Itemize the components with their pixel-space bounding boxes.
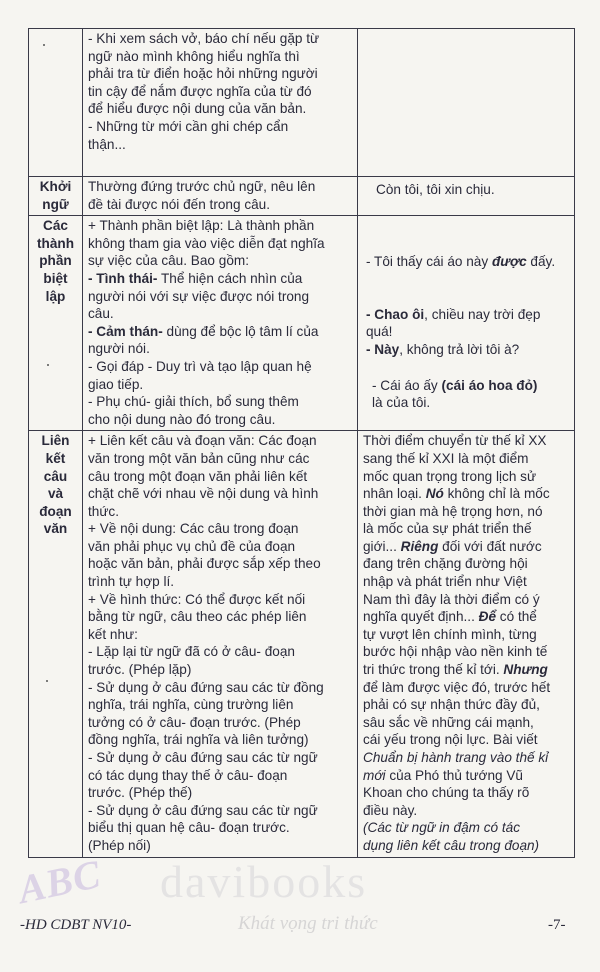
example-line: Khoan cho chúng ta thấy rõ [363,785,530,801]
example-cell [358,216,575,431]
example-line: là của tôi. [372,395,431,411]
content-line: - Phụ chú- giải thích, bổ sung thêm [88,394,299,410]
term-line: biệt [43,270,68,286]
grammar-table [28,28,575,858]
content-cell [83,216,358,431]
cam-than-label: - Cảm thán- [88,323,163,339]
example-line [366,377,569,395]
term-line: và [47,486,64,502]
content-line: câu. [88,306,114,322]
footer-book-code: -HD CDBT NV10- [20,917,132,933]
content-line: + Về hình thức: Có thể được kết nối [88,591,306,607]
content-line: cho nội dung nào đó trong câu. [88,411,276,427]
example-line: tự vượt lên chính mình, từng [363,626,537,642]
example-text: , không trả lời tôi à? [399,341,520,357]
example-keyword: (cái áo hoa đỏ) [441,377,538,393]
term-line: đoạn [39,503,72,519]
content-line: sự việc của câu. Bao gồm: [88,253,249,269]
content-line: tưởng có ở câu- đoạn trước. (Phép [88,714,301,730]
example-line [366,253,569,271]
example-text: nghĩa quyết định... [363,609,479,625]
example-cell [358,431,575,857]
content-cell [83,177,358,216]
abc-watermark: ABC [14,850,105,913]
example-text: - Cái áo ấy [372,377,442,393]
content-line [88,323,352,341]
example-line: sang thế kỉ XXI là một điểm [363,450,529,466]
term-line: lập [45,288,66,304]
content-line: đồng nghĩa, trái nghĩa và liên tưởng) [88,732,309,748]
example-line: là mốc của sự phát triển thế [363,521,532,537]
example-text: giới... [363,538,401,554]
example-line: mốc quan trọng trong lịch sử [363,468,537,484]
table-row [29,431,575,857]
content-cell [83,29,358,177]
link-word: Nó [425,486,444,502]
content-line: có tác dụng thay thế ở câu- đoạn [88,767,288,783]
content-line: - Sử dụng ở câu đứng sau các từ ngữ [88,802,318,818]
term-line: văn [43,521,68,537]
term-line: kết [45,450,66,466]
content-line: văn trong một văn bản cũng như các [88,450,310,466]
example-text: đấy. [526,254,556,270]
example-line: cái yếu trong nội lực. Bài viết [363,732,538,748]
print-speck [46,680,48,682]
example-line [363,767,569,785]
term-line: thành [37,235,74,251]
example-line [363,538,569,556]
content-line: thận... [88,136,126,152]
content-line: tin cậy để nắm được nghĩa của từ đó [88,83,312,99]
example-line [363,661,569,679]
content-line: trình tự hợp lí. [88,574,175,590]
example-line [366,341,569,359]
example-line: Còn tôi, tôi xin chịu. [376,182,495,197]
example-text: đối với đất nước [438,538,542,554]
term-line: Các [43,218,68,234]
example-line: Nam thì đây là thời điểm có ý [363,591,540,607]
example-text: có thể [496,609,537,625]
content-line: thức. [88,503,120,519]
term-line: câu [43,468,68,484]
link-word: Riêng [400,538,439,554]
example-line [366,306,569,324]
term-cell-khoi-ngu [29,177,83,216]
content-line: nghĩa, trái nghĩa, cùng trường liên [88,697,294,713]
content-line: - Sử dụng ở câu đứng sau các từ đồng [88,679,324,695]
example-line: Thời điểm chuyển từ thế kỉ XX [363,433,547,449]
slogan-watermark: Khát vọng tri thức [238,913,378,934]
term-line: phần [39,253,72,269]
example-line: để làm được việc đó, trước hết [363,679,551,695]
example-keyword: được [491,254,527,270]
content-line: (Phép nối) [88,837,151,853]
content-line: - Gọi đáp - Duy trì và tạo lập quan hệ [88,358,312,374]
content-line: người nói. [88,341,150,357]
table-row [29,216,575,431]
example-line: quá! [366,324,393,340]
content-line: - Lặp lại từ ngữ đã có ở câu- đoạn [88,644,295,660]
content-line: ngữ nào mình không hiểu nghĩa thì [88,48,300,64]
example-line: điều này. [363,802,418,818]
content-line: - Khi xem sách vở, báo chí nếu gặp từ [88,31,320,46]
example-text: mới [363,767,386,783]
content-line: bằng từ ngữ, câu theo các phép liên [88,609,307,625]
example-cell [358,29,575,177]
page-number: -7- [548,917,566,933]
brand-watermark: davibooks [160,856,368,907]
content-line: + Liên kết câu và đoạn văn: Các đoạn [88,433,317,449]
example-line [363,608,569,626]
tinh-thai-label: - Tình thái- [88,270,158,286]
example-line: đang trên chặng đường hội [363,556,528,572]
term-line: Khởi [39,179,72,194]
example-line: thời gian mà hệ trọng hơn, nó [363,503,543,519]
content-line [88,270,352,288]
note-line: (Các từ ngữ in đậm có tác [363,820,521,836]
term-line: Liên [41,433,70,449]
example-text: tri thức trong thế kỉ tới. [363,662,504,678]
table-row [29,29,575,177]
content-line: Thường đứng trước chủ ngữ, nêu lên [88,179,316,194]
note-line: dụng liên kết câu trong đoạn) [363,837,540,853]
term-cell-thanh-phan-biet-lap [29,216,83,431]
example-text: nhân loại. [363,486,426,502]
example-line: nhập và phát triển như Việt [363,574,527,590]
print-speck [47,364,49,366]
content-line: trước. (Phép lặp) [88,662,192,678]
example-line: phải có sự nhận thức đầy đủ, [363,697,540,713]
content-line: giao tiếp. [88,376,144,392]
print-speck [43,44,45,46]
content-line: chặt chẽ với nhau về nội dung và hình [88,486,319,502]
term-cell-lien-ket [29,431,83,857]
content-line: đề tài được nói đến trong câu. [88,196,271,212]
content-text: Thể hiện cách nhìn của [157,270,303,286]
example-line [363,485,569,503]
term-line: ngữ [42,196,69,212]
content-line: để hiểu được nội dung của văn bản. [88,101,307,117]
example-keyword: - Này [366,341,400,357]
example-text: , chiều nay trời đẹp [424,306,541,322]
content-line: - Những từ mới cần ghi chép cẩn [88,118,289,134]
example-line: bước hội nhập vào nền kinh tế [363,644,548,660]
term-cell [29,29,83,177]
content-cell [83,431,358,857]
content-line: câu trong một đoạn văn phải liên kết [88,468,308,484]
content-line: - Sử dụng ở câu đứng sau các từ ngữ [88,750,318,765]
link-word: Nhưng [503,662,548,678]
content-line: biểu thị quan hệ câu- đoạn trước. [88,820,290,836]
table-row [29,177,575,216]
content-line: phải tra từ điển hoặc hỏi những người [88,66,318,82]
content-line: hoặc văn bản, phải được sắp xếp theo [88,556,321,572]
example-text: - Tôi thấy cái áo này [366,254,492,270]
content-line: kết như: [88,626,138,642]
example-line: Chuẩn bị hành trang vào thế kỉ [363,750,549,765]
content-line: người nói với sự việc được nói trong [88,288,310,304]
content-text: dùng để bộc lộ tâm lí của [162,323,319,339]
content-line: trước. (Phép thế) [88,785,193,801]
content-line: không tham gia vào việc diễn đạt nghĩa [88,235,325,251]
example-line: sâu sắc về những cái mạnh, [363,714,534,730]
example-cell [358,177,575,216]
content-line: văn phải phục vụ chủ đề của đoạn [88,538,296,554]
content-line: + Thành phần biệt lập: Là thành phần [88,218,315,234]
content-line: + Về nội dung: Các câu trong đoạn [88,521,299,537]
link-word: Để [478,609,497,625]
example-text: của Phó thủ tướng Vũ [385,767,523,783]
example-keyword: - Chao ôi [366,306,425,322]
example-text: không chỉ là mốc [443,486,550,502]
